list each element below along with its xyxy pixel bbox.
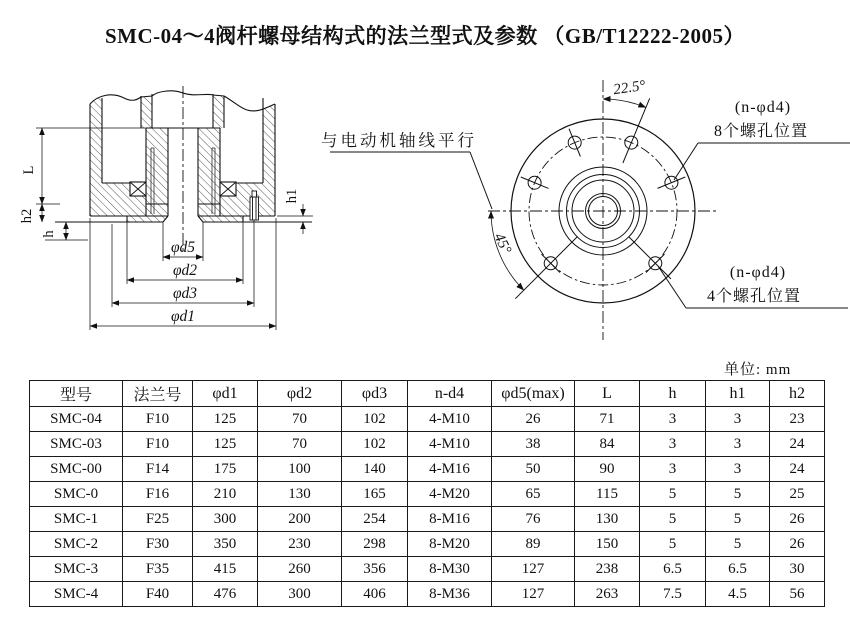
column-header: n-d4 [408,381,492,407]
table-cell: F35 [123,557,193,582]
table-cell: 5 [640,482,706,507]
dim-label-d3: φd3 [172,285,198,302]
column-header: 法兰号 [123,381,193,407]
table-cell: 260 [258,557,342,582]
front-centerlines [488,77,718,340]
table-cell: F10 [123,407,193,432]
table-cell: 71 [575,407,640,432]
bearing-symbol-right [220,182,236,196]
table-cell: 8-M20 [408,532,492,557]
table-cell: F16 [123,482,193,507]
note-8-holes-text: 8个螺孔位置 [713,123,809,140]
table-cell: 6.5 [640,557,706,582]
dim-label-h1: h1 [284,188,300,204]
table-cell: SMC-00 [30,457,123,482]
table-cell: 6.5 [706,557,770,582]
table-cell: 70 [258,432,342,457]
table-cell: 263 [575,582,640,607]
table-cell: 23 [770,407,825,432]
table-cell: 26 [770,532,825,557]
table-cell: 350 [193,532,258,557]
column-header: φd5(max) [492,381,575,407]
dim-label-h: h [41,230,57,238]
table-cell: 30 [770,557,825,582]
dim-label-h2: h2 [19,208,35,224]
table-cell: 300 [193,507,258,532]
note-4-holes [658,264,848,308]
angle-45-label: 45° [490,230,514,257]
table-cell: 26 [492,407,575,432]
axis-note-text: 与电动机轴线平行 [321,131,477,150]
table-cell: 56 [770,582,825,607]
note-4-holes-spec: (n-φd4) [729,264,787,281]
table-row [30,457,825,482]
table-cell: 70 [258,407,342,432]
table-body [30,407,825,607]
table-cell: 200 [258,507,342,532]
column-header: h1 [706,381,770,407]
table-cell: 50 [492,457,575,482]
table-row [30,557,825,582]
table-cell: 4-M10 [408,407,492,432]
table-cell: 8-M36 [408,582,492,607]
table-cell: 102 [342,432,408,457]
table-cell: 127 [492,557,575,582]
table-cell: 8-M16 [408,507,492,532]
column-header: h2 [770,381,825,407]
table-cell: 65 [492,482,575,507]
spec-table [29,380,825,607]
note-4-holes-text: 4个螺孔位置 [706,288,802,305]
page-title: SMC-04～4阀杆螺母结构式的法兰型式及参数 （GB/T12222-2005） [104,24,746,48]
table-cell: 100 [258,457,342,482]
table-cell: 3 [706,432,770,457]
table-cell: 415 [193,557,258,582]
table-row [30,482,825,507]
table-cell: 140 [342,457,408,482]
table-cell: 24 [770,432,825,457]
angle-22-5-label: 22.5° [612,77,647,99]
table-cell: 4-M16 [408,457,492,482]
table-cell: 90 [575,457,640,482]
table-cell: 3 [640,457,706,482]
table-cell: 4.5 [706,582,770,607]
table-cell: SMC-04 [30,407,123,432]
table-cell: F10 [123,432,193,457]
column-header: φd1 [193,381,258,407]
table-cell: SMC-03 [30,432,123,457]
table-cell: F25 [123,507,193,532]
table-row [30,432,825,457]
table-cell: 125 [193,407,258,432]
table-cell: 38 [492,432,575,457]
table-cell: 476 [193,582,258,607]
table-cell: 356 [342,557,408,582]
table-cell: 5 [706,507,770,532]
table-cell: 26 [770,507,825,532]
table-cell: 210 [193,482,258,507]
dim-label-L: L [21,165,37,175]
table-cell: 3 [706,407,770,432]
table-cell: SMC-3 [30,557,123,582]
table-cell: 175 [193,457,258,482]
table-cell: 76 [492,507,575,532]
angle-dimensions [491,99,646,290]
table-cell: SMC-2 [30,532,123,557]
table-row [30,582,825,607]
table-cell: 89 [492,532,575,557]
table-cell: SMC-0 [30,482,123,507]
front-view [321,78,850,340]
section-view [19,86,313,330]
table-cell: 298 [342,532,408,557]
table-cell: 130 [575,507,640,532]
table-row [30,532,825,557]
table-cell: 238 [575,557,640,582]
unit-label: 单位: mm [724,362,792,378]
column-header: L [575,381,640,407]
table-cell: 115 [575,482,640,507]
table-cell: 84 [575,432,640,457]
table-cell: SMC-1 [30,507,123,532]
axis-note [321,131,492,209]
table-cell: 3 [640,432,706,457]
column-header: 型号 [30,381,123,407]
column-header: φd2 [258,381,342,407]
table-cell: 5 [640,532,706,557]
table-cell: F30 [123,532,193,557]
dim-label-d2: φd2 [172,262,198,279]
column-header: φd3 [342,381,408,407]
table-cell: 7.5 [640,582,706,607]
table-cell: 5 [706,482,770,507]
table-cell: 4-M20 [408,482,492,507]
table-header-row [30,381,825,407]
table-cell: 300 [258,582,342,607]
table-cell: F14 [123,457,193,482]
table-cell: 3 [706,457,770,482]
table-cell: 150 [575,532,640,557]
table-cell: 165 [342,482,408,507]
table-cell: 127 [492,582,575,607]
table-cell: 254 [342,507,408,532]
table-cell: 8-M30 [408,557,492,582]
table-cell: 5 [706,532,770,557]
note-8-holes [674,99,850,180]
table-cell: 406 [342,582,408,607]
table-cell: SMC-4 [30,582,123,607]
table-cell: 25 [770,482,825,507]
table-cell: F40 [123,582,193,607]
table-cell: 4-M10 [408,432,492,457]
table-row [30,507,825,532]
note-8-holes-spec: (n-φd4) [734,99,792,116]
table-row [30,407,825,432]
table-cell: 3 [640,407,706,432]
table-cell: 125 [193,432,258,457]
column-header: h [640,381,706,407]
table-cell: 130 [258,482,342,507]
dim-label-d1: φd1 [170,308,196,325]
table-cell: 102 [342,407,408,432]
table-cell: 24 [770,457,825,482]
dim-label-d5: φd5 [170,239,196,256]
bearing-symbol-left [130,182,146,196]
table-cell: 230 [258,532,342,557]
table-cell: 5 [640,507,706,532]
